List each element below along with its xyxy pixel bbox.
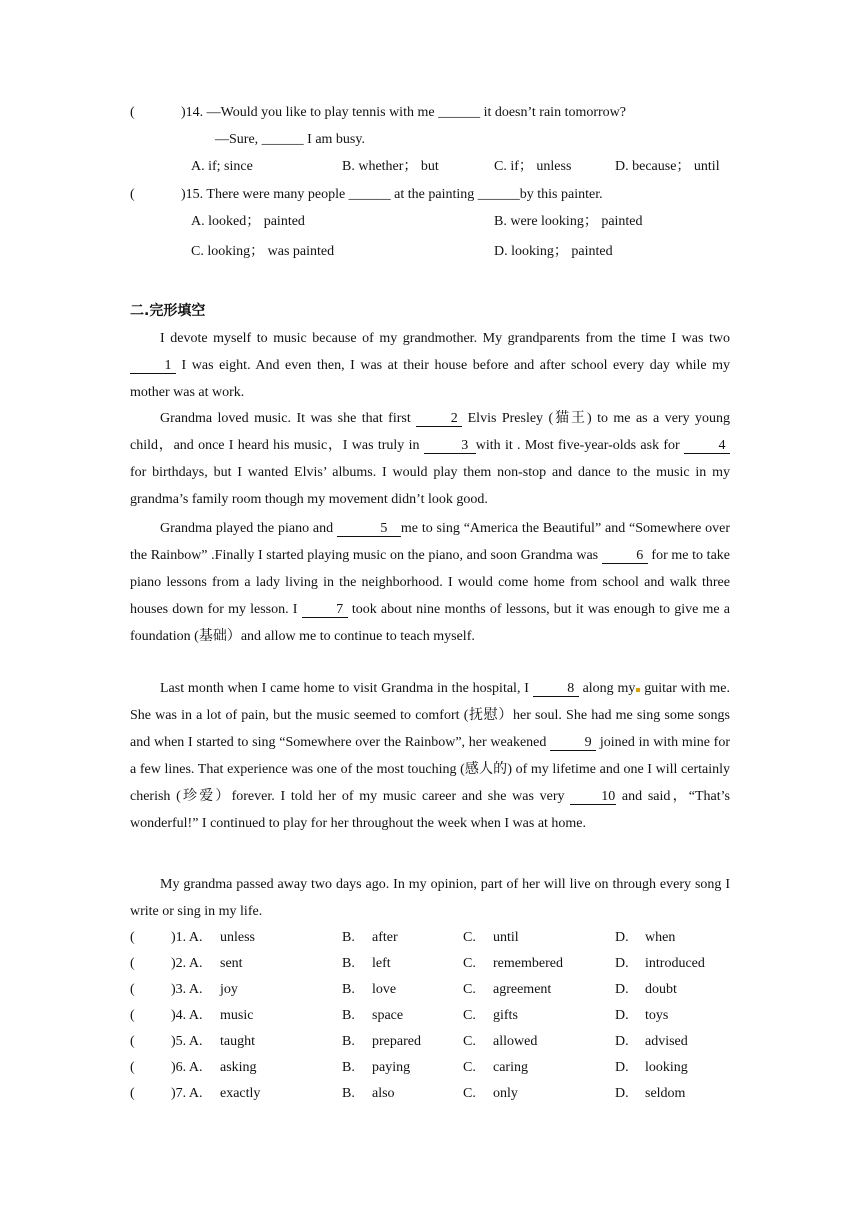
option-c-letter: C. bbox=[463, 1008, 476, 1023]
passage-text: me to sing “America the Beautiful” and “Somewhere over the Rainbow” .Finally I started playing music on the piano, and soon Grandma was bbox=[130, 521, 731, 563]
option-d: when bbox=[645, 930, 676, 945]
answer-paren: ( bbox=[130, 1034, 135, 1049]
blank-5: 5 bbox=[337, 521, 401, 537]
option-b: also bbox=[372, 1086, 395, 1101]
q15-paren: ( bbox=[130, 187, 135, 202]
option-c-letter: C. bbox=[463, 1034, 476, 1049]
passage-paragraph-5 bbox=[130, 871, 730, 925]
option-b-letter: B. bbox=[342, 1060, 355, 1075]
option-c-letter: C. bbox=[463, 956, 476, 971]
option-b-letter: B. bbox=[342, 930, 355, 945]
passage-paragraph-1 bbox=[130, 325, 730, 406]
option-b: left bbox=[372, 956, 391, 971]
option-row bbox=[130, 925, 730, 951]
question-number: )7. A. bbox=[171, 1086, 203, 1101]
option-d: seldom bbox=[645, 1086, 686, 1101]
option-a: taught bbox=[220, 1034, 255, 1049]
option-c-letter: C. bbox=[463, 1086, 476, 1101]
option-d-letter: D. bbox=[615, 982, 629, 997]
question-number: )3. A. bbox=[171, 982, 203, 997]
blank-8: 8 bbox=[533, 681, 579, 697]
q15-stem: )15. There were many people ______ at the painting ______by this painter. bbox=[181, 187, 603, 202]
passage-text: Last month when I came home to visit Grandma in the hospital, I bbox=[160, 681, 533, 696]
option-b-letter: B. bbox=[342, 982, 355, 997]
passage-text: and said，“That’s wonderful!” I continued to play for her throughout the week when I was at home. bbox=[130, 789, 730, 831]
option-d-letter: D. bbox=[615, 1086, 629, 1101]
q15-option-a: A. looked； painted bbox=[191, 214, 305, 229]
passage-text: for birthdays, but I wanted Elvis’ albums. I would play them non-stop and dance to the music in my grandma’s family room though my movement didn’t look good. bbox=[130, 465, 730, 507]
blank-1: 1 bbox=[130, 358, 176, 374]
option-a: asking bbox=[220, 1060, 257, 1075]
q14-option-d: D. because； until bbox=[615, 159, 720, 174]
option-a: music bbox=[220, 1008, 254, 1023]
passage-text: My grandma passed away two days ago. In my opinion, part of her will live on through every song I write or sing in my life. bbox=[130, 877, 730, 919]
answer-paren: ( bbox=[130, 1008, 135, 1023]
passage-paragraph-3 bbox=[130, 515, 730, 650]
q14-option-c: C. if； unless bbox=[494, 159, 572, 174]
blank-6: 6 bbox=[602, 548, 648, 564]
option-row bbox=[130, 1081, 730, 1107]
answer-paren: ( bbox=[130, 1060, 135, 1075]
option-d: introduced bbox=[645, 956, 705, 971]
blank-3: 3 bbox=[424, 438, 476, 454]
option-d-letter: D. bbox=[615, 1060, 629, 1075]
blank-9: 9 bbox=[550, 735, 596, 751]
passage-paragraph-2 bbox=[130, 405, 730, 513]
option-b: space bbox=[372, 1008, 404, 1023]
option-b: prepared bbox=[372, 1034, 421, 1049]
option-b-letter: B. bbox=[342, 956, 355, 971]
option-b-letter: B. bbox=[342, 1034, 355, 1049]
blank-2: 2 bbox=[416, 411, 462, 427]
passage-text: along my bbox=[578, 681, 636, 696]
option-d-letter: D. bbox=[615, 1008, 629, 1023]
option-b: after bbox=[372, 930, 398, 945]
option-c: allowed bbox=[493, 1034, 538, 1049]
q14-stem-reply: —Sure, ______ I am busy. bbox=[215, 132, 365, 147]
option-a: sent bbox=[220, 956, 243, 971]
passage-text: I devote myself to music because of my grandmother. My grandparents from the time I was two bbox=[160, 331, 730, 346]
option-c-letter: C. bbox=[463, 1060, 476, 1075]
question-number: )6. A. bbox=[171, 1060, 203, 1075]
answer-paren: ( bbox=[130, 1086, 135, 1101]
option-d: advised bbox=[645, 1034, 688, 1049]
option-b: love bbox=[372, 982, 397, 997]
option-c: until bbox=[493, 930, 519, 945]
passage-text: Grandma played the piano and bbox=[160, 521, 337, 536]
passage-text: joined in with mine for a few lines. That experience was one of the most touching (感人的) of my lifetime and one I will certainly cherish (珍爱）forever. I told her of my music career and she was very bbox=[130, 735, 731, 804]
option-c-letter: C. bbox=[463, 982, 476, 997]
section-title: 二.完形填空 bbox=[130, 303, 206, 319]
passage-text: guitar with me. She was in a lot of pain, but the music seemed to comfort (抚慰）her soul. She had me sing some songs and when I started to sing “Somewhere over the Rainbow”, her weakened bbox=[130, 681, 730, 750]
option-d: doubt bbox=[645, 982, 677, 997]
option-row bbox=[130, 1029, 730, 1055]
option-d-letter: D. bbox=[615, 1034, 629, 1049]
passage-text: for me to take piano lessons from a lady living in the neighborhood. I would come home from school and walk three houses down for my lesson. I bbox=[130, 548, 730, 617]
option-b-letter: B. bbox=[342, 1086, 355, 1101]
option-d: looking bbox=[645, 1060, 688, 1075]
q14-paren: ( bbox=[130, 105, 135, 120]
option-d: toys bbox=[645, 1008, 669, 1023]
passage-text: Elvis Presley (猫王) to me as a very young child，and once I heard his music，I was truly in bbox=[130, 411, 731, 453]
blank-7: 7 bbox=[302, 602, 348, 618]
option-a: exactly bbox=[220, 1086, 261, 1101]
answer-paren: ( bbox=[130, 982, 135, 997]
question-number: )5. A. bbox=[171, 1034, 203, 1049]
q14-option-a: A. if; since bbox=[191, 159, 253, 174]
option-row bbox=[130, 1003, 730, 1029]
passage-text: Grandma loved music. It was she that first bbox=[160, 411, 417, 426]
blank-4: 4 bbox=[684, 438, 730, 454]
passage-text: with it . Most five-year-olds ask for bbox=[475, 438, 685, 453]
question-number: )1. A. bbox=[171, 930, 203, 945]
q14-option-b: B. whether； but bbox=[342, 159, 439, 174]
passage-paragraph-4 bbox=[130, 675, 730, 837]
q15-option-d: D. looking； painted bbox=[494, 244, 613, 259]
option-c: only bbox=[493, 1086, 518, 1101]
option-a: unless bbox=[220, 930, 255, 945]
option-row bbox=[130, 1055, 730, 1081]
option-row bbox=[130, 977, 730, 1003]
question-number: )2. A. bbox=[171, 956, 203, 971]
option-b: paying bbox=[372, 1060, 411, 1075]
answer-paren: ( bbox=[130, 956, 135, 971]
option-a: joy bbox=[220, 982, 238, 997]
option-row bbox=[130, 951, 730, 977]
option-d-letter: D. bbox=[615, 956, 629, 971]
option-b-letter: B. bbox=[342, 1008, 355, 1023]
question-number: )4. A. bbox=[171, 1008, 203, 1023]
option-c: remembered bbox=[493, 956, 563, 971]
answer-paren: ( bbox=[130, 930, 135, 945]
passage-text: I was eight. And even then, I was at their house before and after school every day while my mother was at work. bbox=[130, 358, 730, 400]
q15-option-b: B. were looking； painted bbox=[494, 214, 643, 229]
blank-10: 10 bbox=[570, 789, 616, 805]
option-c-letter: C. bbox=[463, 930, 476, 945]
passage-text: took about nine months of lessons, but it was enough to give me a foundation (基础）and allow me to continue to teach myself. bbox=[130, 602, 730, 644]
q15-option-c: C. looking； was painted bbox=[191, 244, 335, 259]
option-d-letter: D. bbox=[615, 930, 629, 945]
option-c: gifts bbox=[493, 1008, 518, 1023]
option-c: agreement bbox=[493, 982, 552, 997]
option-c: caring bbox=[493, 1060, 528, 1075]
q14-stem: )14. —Would you like to play tennis with me ______ it doesn’t rain tomorrow? bbox=[181, 105, 626, 120]
